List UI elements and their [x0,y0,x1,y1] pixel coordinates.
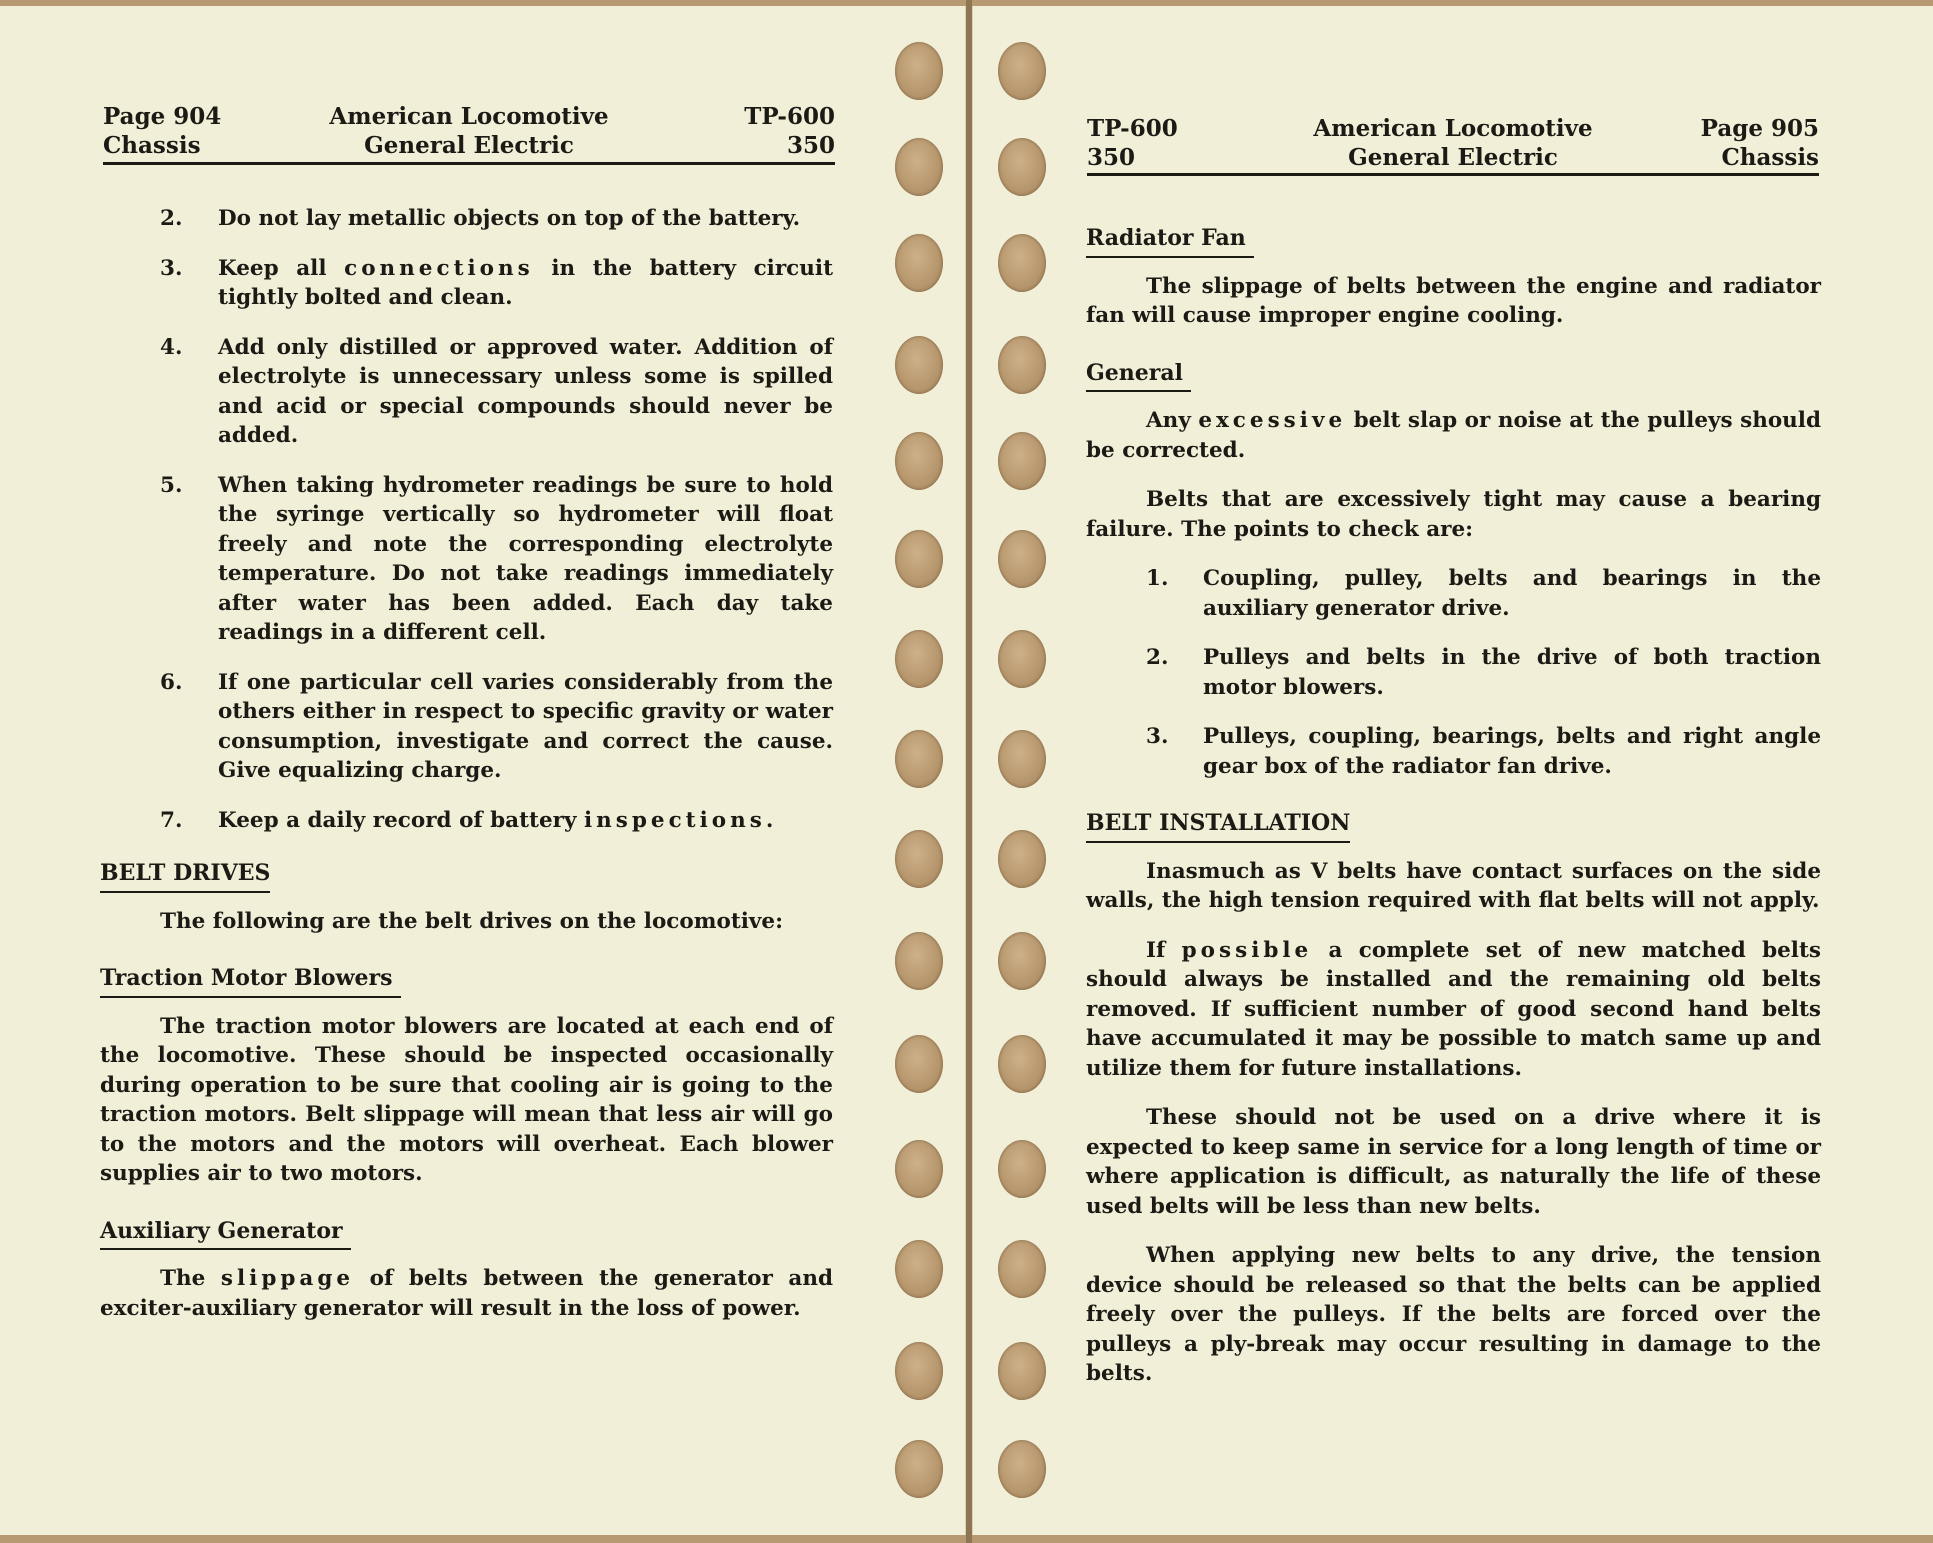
item-number: 3. [160,255,183,281]
general-paragraph-1: Any excessive belt slap or noise at the pulleys should be corrected. [1086,408,1822,463]
binder-hole [895,530,943,588]
right-page [972,6,1933,1535]
left-page-header [103,98,835,165]
header-title: American Locomotive [1313,115,1593,142]
section-heading-belt-installation: BELT INSTALLATION [1086,809,1350,843]
left-page-content [100,204,833,1343]
list-item [100,668,833,786]
section-heading-belt-drives: BELT DRIVES [100,859,270,893]
binder-hole [895,630,943,688]
model-sub-number: 350 [786,132,835,159]
item-number: 7. [160,807,183,833]
binder-hole [895,730,943,788]
binder-hole [895,336,943,394]
binder-hole [895,42,943,100]
binder-hole [998,730,1046,788]
right-page-header [1087,110,1819,176]
binder-hole [998,530,1046,588]
page-number: Page 905 [1700,115,1819,142]
item-text: When taking hydrometer readings be sure to hold the syringe vertically so hydrometer will float freely and note the corresponding electrolyte temperature. Do not take readings immediately after water has been added. Each day take readings in a different cell. [218,472,833,645]
item-text: Add only distilled or approved water. Addition of electrolyte is unnecessary unless some is spilled and acid or special compounds should never be added. [218,334,833,448]
binder-hole [895,830,943,888]
binder-hole [998,630,1046,688]
list-item [1086,643,1821,702]
item-number: 4. [160,334,183,360]
item-text: Pulleys, coupling, bearings, belts and right angle gear box of the radiator fan drive. [1203,724,1821,779]
installation-paragraph-3: These should not be used on a drive where it is expected to keep same in service for a long length of time or where application is difficult, as naturally the life of these used belts will be less than new belts. [1086,1105,1821,1219]
binder-hole [895,932,943,990]
section-name: Chassis [1721,144,1819,171]
binder-hole [998,932,1046,990]
list-item [100,204,833,234]
binder-hole [895,1342,943,1400]
binder-hole [998,1440,1046,1498]
binder-hole [998,1342,1046,1400]
list-item [1086,722,1821,781]
list-item [100,471,833,648]
model-sub-number: 350 [1087,144,1136,171]
item-number: 1. [1146,566,1169,591]
binder-hole [998,234,1046,292]
binder-hole [895,1240,943,1298]
section-name: Chassis [103,132,201,159]
list-item [100,254,833,313]
subheading-traction-motor-blowers: Traction Motor Blowers [100,964,401,998]
auxiliary-paragraph: The slippage of belts between the generator and exciter-auxiliary generator will result in the loss of power. [100,1266,833,1321]
belt-drives-intro: The following are the belt drives on the locomotive: [160,908,784,934]
header-subtitle: General Electric [364,132,574,159]
binder-hole [998,432,1046,490]
item-text: If one particular cell varies considerably from the others either in respect to specific gravity or water consumption, investigate and correct the cause. Give equalizing charge. [218,669,833,783]
binder-hole [998,1240,1046,1298]
binder-hole [998,1140,1046,1198]
binder-hole [998,138,1046,196]
binder-hole [895,1440,943,1498]
item-number: 6. [160,669,183,695]
item-number: 5. [160,472,183,498]
list-item [1086,564,1821,623]
list-item [100,806,833,836]
item-text: Keep a daily record of battery inspections. [218,807,774,833]
model-number: TP-600 [1087,115,1178,142]
item-number: 3. [1146,724,1169,749]
item-text: Coupling, pulley, belts and bearings in the auxiliary generator drive. [1203,566,1821,621]
left-page [0,6,966,1535]
installation-paragraph-4: When applying new belts to any drive, the tension device should be released so that the belts can be applied freely over the pulleys. If the belts are forced over the pulleys a ply-break may occur resulting in damage to the belts. [1086,1243,1821,1386]
right-page-content [1086,216,1821,1409]
item-number: 2. [160,206,183,231]
subheading-auxiliary-generator: Auxiliary Generator [100,1217,351,1251]
item-text: Pulleys and belts in the drive of both traction motor blowers. [1203,645,1821,700]
installation-paragraph-2: If possible a complete set of new matched belts should always be installed and the remaining old belts removed. If sufficient number of good second hand belts have accumulated it may be possible to match same up and utilize them for future installations. [1086,937,1821,1081]
item-number: 2. [1146,645,1169,670]
traction-paragraph: The traction motor blowers are located at each end of the locomotive. These should be inspected occasionally during operation to be sure that cooling air is going to the traction motors. Belt slippage will mean that less air will go to the motors and the motors will overheat. Each blower supplies air to two motors. [100,1013,833,1186]
binder-hole [895,432,943,490]
header-subtitle: General Electric [1348,144,1558,171]
page-number: Page 904 [103,103,222,130]
subheading-general: General [1086,359,1191,393]
general-paragraph-2: Belts that are excessively tight may cause a bearing failure. The points to check are: [1086,487,1821,542]
installation-paragraph-1: Inasmuch as V belts have contact surfaces on the side walls, the high tension required with flat belts will not apply. [1086,858,1821,913]
binder-hole [895,1140,943,1198]
binder-hole [895,234,943,292]
binder-hole [895,1035,943,1093]
binder-hole [998,830,1046,888]
binder-hole [998,42,1046,100]
list-item [100,333,833,451]
item-text: Keep all connections in the battery circuit tightly bolted and clean. [218,255,833,310]
binder-hole [895,138,943,196]
binder-hole [998,1035,1046,1093]
binder-hole [998,336,1046,394]
model-number: TP-600 [744,103,835,130]
header-title: American Locomotive [329,103,609,130]
radiator-paragraph: The slippage of belts between the engine and radiator fan will cause improper engine cooling. [1086,273,1821,328]
subheading-radiator-fan: Radiator Fan [1086,224,1254,258]
item-text: Do not lay metallic objects on top of the battery. [218,206,801,231]
